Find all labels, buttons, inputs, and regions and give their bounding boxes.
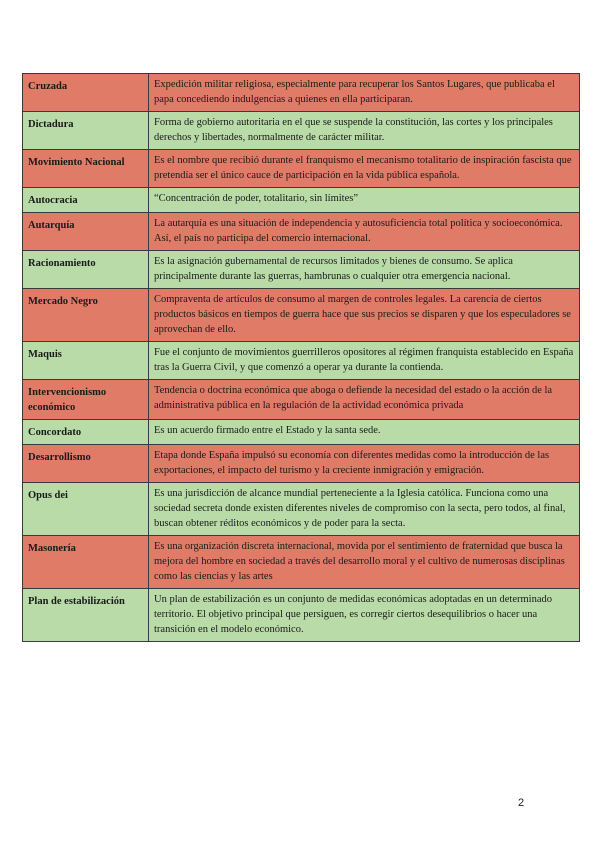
term-cell: Cruzada <box>23 74 149 112</box>
term-cell: Opus dei <box>23 483 149 536</box>
definition-cell: Tendencia o doctrina económica que aboga o defiende la necesidad del estado o la acción de la administrativa pública en la regulación de la actividad económica privada <box>149 380 580 420</box>
term-cell: Dictadura <box>23 112 149 150</box>
table-row <box>23 380 580 420</box>
term-cell: Maquis <box>23 342 149 380</box>
glossary-table <box>22 73 580 642</box>
table-row <box>23 289 580 342</box>
definition-cell: La autarquía es una situación de independencia y autosuficiencia total política y socioeconómica. Así, el país no participa del comercio internacional. <box>149 213 580 251</box>
definition-cell: Compraventa de artículos de consumo al margen de controles legales. La carencia de ciertos productos básicos en tiempos de guerra hace que sus precios se disparen y que los especuladores se aprovechan de ello. <box>149 289 580 342</box>
table-row <box>23 536 580 589</box>
table-row <box>23 112 580 150</box>
definition-cell: Es una jurisdicción de alcance mundial perteneciente a la Iglesia católica. Funciona como una sociedad secreta donde existen diferentes niveles de compromiso con la secta, pero todos, al final, buscan obtener réditos económicos y de poder para la secta. <box>149 483 580 536</box>
term-cell: Autarquía <box>23 213 149 251</box>
term-cell: Mercado Negro <box>23 289 149 342</box>
term-cell: Intervencionismo económico <box>23 380 149 420</box>
table-row <box>23 188 580 213</box>
table-row <box>23 483 580 536</box>
definition-cell: Forma de gobierno autoritaria en el que se suspende la constitución, las cortes y los principales derechos y libertades, normalmente de carácter militar. <box>149 112 580 150</box>
term-cell: Desarrollismo <box>23 445 149 483</box>
term-cell: Movimiento Nacional <box>23 150 149 188</box>
definition-cell: Fue el conjunto de movimientos guerrilleros opositores al régimen franquista establecido en España tras la Guerra Civil, y que comenzó a operar ya durante la contienda. <box>149 342 580 380</box>
term-cell: Racionamiento <box>23 251 149 289</box>
table-row <box>23 589 580 642</box>
page-number: 2 <box>518 797 525 809</box>
table-row <box>23 251 580 289</box>
definition-cell: Es el nombre que recibió durante el franquismo el mecanismo totalitario de inspiración fascista que pretendía ser el único cauce de participación en la vida pública española. <box>149 150 580 188</box>
definition-cell: Expedición militar religiosa, especialmente para recuperar los Santos Lugares, que publicaba el papa concediendo indulgencias a quienes en ella participaran. <box>149 74 580 112</box>
term-cell: Masonería <box>23 536 149 589</box>
term-cell: Autocracia <box>23 188 149 213</box>
table-row <box>23 150 580 188</box>
table-row <box>23 213 580 251</box>
table-row <box>23 342 580 380</box>
definition-cell: Es una organización discreta internacional, movida por el sentimiento de fraternidad que busca la mejora del hombre en sociedad a través del desarrollo moral y el cultivo de numerosas disciplinas como las ciencias y las artes <box>149 536 580 589</box>
term-cell: Plan de estabilización <box>23 589 149 642</box>
table-row <box>23 74 580 112</box>
table-row <box>23 420 580 445</box>
definition-cell: “Concentración de poder, totalitario, sin límites” <box>149 188 580 213</box>
term-cell: Concordato <box>23 420 149 445</box>
definition-cell: Es un acuerdo firmado entre el Estado y la santa sede. <box>149 420 580 445</box>
table-row <box>23 445 580 483</box>
glossary-body <box>23 74 580 642</box>
definition-cell: Un plan de estabilización es un conjunto de medidas económicas adoptadas en un determinado territorio. El objetivo principal que persiguen, es corregir ciertos desequilibrios o hacer una transición en el modelo económico. <box>149 589 580 642</box>
definition-cell: Es la asignación gubernamental de recursos limitados y bienes de consumo. Se aplica principalmente durante las guerras, hambrunas o cualquier otra emergencia nacional. <box>149 251 580 289</box>
definition-cell: Etapa donde España impulsó su economía con diferentes medidas como la introducción de las exportaciones, el impacto del turismo y la creciente inmigración y emigración. <box>149 445 580 483</box>
